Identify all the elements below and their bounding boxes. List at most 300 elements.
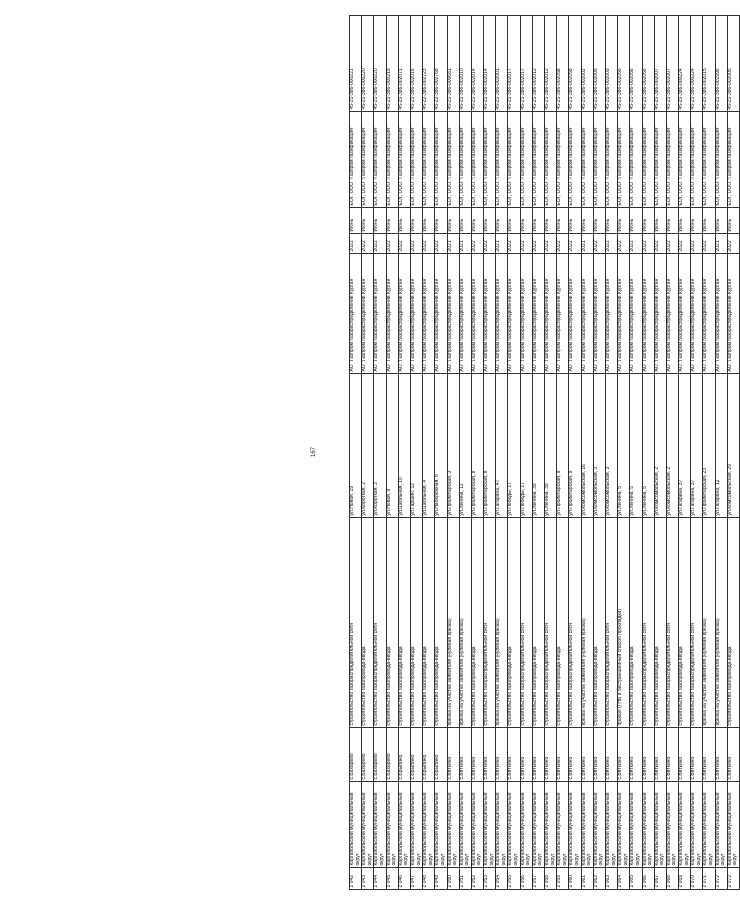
work-type-cell: строительство газораспределительной сети xyxy=(691,518,703,728)
settlement-cell: с.Вяткино xyxy=(569,728,581,782)
operator-cell: АО "Газпром газораспределение Курган" xyxy=(484,254,496,374)
address-cell: ул.Новая, 19 xyxy=(350,374,362,518)
code-cell: 45-21-386-002002 xyxy=(581,16,593,112)
month-cell: Июнь xyxy=(618,208,630,234)
row-number-cell: 2 042 xyxy=(350,868,362,890)
operator-cell: АО "Газпром газораспределение Курган" xyxy=(398,254,410,374)
district-cell: Каргапольский муниципальный округ xyxy=(703,782,715,868)
contractor-cell: ЕОГ, ООО "Газпром газификация" xyxy=(618,112,630,208)
district-cell: Каргапольский муниципальный округ xyxy=(508,782,520,868)
table-row xyxy=(423,16,435,890)
row-number-cell: 2 054 xyxy=(496,868,508,890)
district-cell: Каргапольский муниципальный округ xyxy=(679,782,691,868)
month-cell: Июнь xyxy=(386,208,398,234)
district-cell: Каргапольский муниципальный округ xyxy=(398,782,410,868)
table-row xyxy=(386,16,398,890)
operator-cell: АО "Газпром газораспределение Курган" xyxy=(410,254,422,374)
contractor-cell: ЕОГ, ООО "Газпром газификация" xyxy=(703,112,715,208)
contractor-cell: ЕОГ, ООО "Газпром газификация" xyxy=(679,112,691,208)
page-number: 167 xyxy=(311,446,317,458)
table-row xyxy=(666,16,678,890)
table-row xyxy=(410,16,422,890)
district-cell: Каргапольский муниципальный округ xyxy=(386,782,398,868)
month-cell: Июнь xyxy=(423,208,435,234)
work-type-cell: строительство газораспределительной сети xyxy=(666,518,678,728)
work-type-cell: строительство газопровода-ввода xyxy=(435,518,447,728)
year-cell: 2022 xyxy=(435,234,447,254)
settlement-cell: с.Вяткино xyxy=(545,728,557,782)
code-cell: 45-21-386-002017 xyxy=(508,16,520,112)
address-cell: ул.Ленина, 39 xyxy=(545,374,557,518)
code-cell: 45-21-386-002009 xyxy=(605,16,617,112)
contractor-cell: ЕОГ, ООО "Газпром газификация" xyxy=(593,112,605,208)
address-cell: ул.Ленина, 5 xyxy=(618,374,630,518)
operator-cell: АО "Газпром газораспределение Курган" xyxy=(520,254,532,374)
row-number-cell: 2 056 xyxy=(520,868,532,890)
address-cell: ул.Школьная, 10 xyxy=(398,374,410,518)
code-cell: 45-21-386-000220 xyxy=(362,16,374,112)
code-cell: 45-21-386-002007 xyxy=(654,16,666,112)
month-cell: Июнь xyxy=(630,208,642,234)
year-cell: 2022 xyxy=(593,234,605,254)
table-row xyxy=(593,16,605,890)
operator-cell: АО "Газпром газораспределение Курган" xyxy=(447,254,459,374)
settlement-cell: с.Бахарево xyxy=(386,728,398,782)
row-number-cell: 2 046 xyxy=(398,868,410,890)
district-cell: Каргапольский муниципальный округ xyxy=(666,782,678,868)
operator-cell: АО "Газпром газораспределение Курган" xyxy=(642,254,654,374)
address-cell: ул.Гагарина, 37 xyxy=(691,374,703,518)
operator-cell: АО "Газпром газораспределение Курган" xyxy=(581,254,593,374)
code-cell: 45-21-386-002014 xyxy=(471,16,483,112)
row-number-cell: 2 067 xyxy=(654,868,666,890)
contractor-cell: ЕОГ, ООО "Газпром газификация" xyxy=(484,112,496,208)
month-cell: Июнь xyxy=(679,208,691,234)
settlement-cell: с.Вяткино xyxy=(593,728,605,782)
operator-cell: АО "Газпром газораспределение Курган" xyxy=(423,254,435,374)
row-number-cell: 2 048 xyxy=(423,868,435,890)
operator-cell: АО "Газпром газораспределение Курган" xyxy=(435,254,447,374)
code-cell: 45-21-386-002017 xyxy=(520,16,532,112)
table-row xyxy=(362,16,374,890)
table-row xyxy=(630,16,642,890)
row-number-cell: 2 065 xyxy=(630,868,642,890)
district-cell: Каргапольский муниципальный округ xyxy=(471,782,483,868)
address-cell: ул.Новая, 9 xyxy=(386,374,398,518)
table-row xyxy=(447,16,459,890)
month-cell: Июнь xyxy=(691,208,703,234)
work-type-cell: строительство газопровода-ввода xyxy=(398,518,410,728)
operator-cell: АО "Газпром газораспределение Курган" xyxy=(703,254,715,374)
year-cell: 2022 xyxy=(642,234,654,254)
contractor-cell: ЕОГ, ООО "Газпром газификация" xyxy=(471,112,483,208)
address-cell: ул.Победы, 17 xyxy=(508,374,520,518)
district-cell: Каргапольский муниципальный округ xyxy=(435,782,447,868)
row-number-cell: 2 055 xyxy=(508,868,520,890)
address-cell: ул.Комсомольская, 2 xyxy=(666,374,678,518)
settlement-cell: с.Вяткино xyxy=(666,728,678,782)
operator-cell: АО "Газпром газораспределение Курган" xyxy=(374,254,386,374)
code-cell: 45-21-386-002056 xyxy=(630,16,642,112)
address-cell: ул.Пролетарская, 8 xyxy=(471,374,483,518)
settlement-cell: с.Вяткино xyxy=(679,728,691,782)
table-row xyxy=(545,16,557,890)
contractor-cell: ЕОГ, ООО "Газпром газификация" xyxy=(532,112,544,208)
year-cell: 2022 xyxy=(350,234,362,254)
address-cell: ул.Победы, 17 xyxy=(520,374,532,518)
district-cell: Каргапольский муниципальный округ xyxy=(545,782,557,868)
row-number-cell: 2 061 xyxy=(581,868,593,890)
month-cell: Июнь xyxy=(471,208,483,234)
contractor-cell: ЕОГ, ООО "Газпром газификация" xyxy=(508,112,520,208)
table-row xyxy=(581,16,593,890)
year-cell: 2022 xyxy=(508,234,520,254)
month-cell: Июнь xyxy=(703,208,715,234)
year-cell: 2021 xyxy=(459,234,471,254)
year-cell: 2022 xyxy=(386,234,398,254)
work-type-cell: строительство газопровода-ввода xyxy=(727,518,739,728)
contractor-cell: ЕОГ, ООО "Газпром газификация" xyxy=(362,112,374,208)
address-cell: ул.Пролетарская, 9 xyxy=(557,374,569,518)
row-number-cell: 2 045 xyxy=(386,868,398,890)
contractor-cell: ЕОГ, ООО "Газпром газификация" xyxy=(630,112,642,208)
year-cell: 2022 xyxy=(630,234,642,254)
work-type-cell: строительство газопровода-ввода xyxy=(423,518,435,728)
code-cell: 45-21-386-002058 xyxy=(569,16,581,112)
month-cell: Июнь xyxy=(557,208,569,234)
operator-cell: АО "Газпром газораспределение Курган" xyxy=(459,254,471,374)
code-cell: 45-21-386-002014 xyxy=(484,16,496,112)
district-cell: Каргапольский муниципальный округ xyxy=(447,782,459,868)
code-cell: 45-21-386-002056 xyxy=(642,16,654,112)
year-cell: 2022 xyxy=(410,234,422,254)
district-cell: Каргапольский муниципальный округ xyxy=(459,782,471,868)
settlement-cell: с.Вяткино xyxy=(471,728,483,782)
table-row xyxy=(715,16,727,890)
code-cell: 45-21-386-002010 xyxy=(459,16,471,112)
contractor-cell: ЕОГ, ООО "Газпром газификация" xyxy=(715,112,727,208)
contractor-cell: ЕОГ, ООО "Газпром газификация" xyxy=(410,112,422,208)
settlement-cell: с.Вяткино xyxy=(557,728,569,782)
code-cell: 45-21-386-002012 xyxy=(532,16,544,112)
work-type-cell: строительство газораспределительной сети xyxy=(605,518,617,728)
code-cell: 45-21-386-001998 xyxy=(715,16,727,112)
contractor-cell: ЕОГ, ООО "Газпром газификация" xyxy=(374,112,386,208)
operator-cell: АО "Газпром газораспределение Курган" xyxy=(715,254,727,374)
row-number-cell: 2 063 xyxy=(605,868,617,890)
month-cell: Июнь xyxy=(435,208,447,234)
work-type-cell: строительство газопровода-ввода xyxy=(471,518,483,728)
table-row xyxy=(618,16,630,890)
code-cell: 45-22-386-002768 xyxy=(435,16,447,112)
row-number-cell: 2 068 xyxy=(666,868,678,890)
month-cell: Июнь xyxy=(727,208,739,234)
address-cell: ул.Ленина, 39 xyxy=(532,374,544,518)
work-type-cell: врезка на участке заявителя (нулевая врезка) xyxy=(459,518,471,728)
month-cell: Июнь xyxy=(532,208,544,234)
address-cell: ул.Комсомольская, 3 xyxy=(593,374,605,518)
district-cell: Каргапольский муниципальный округ xyxy=(520,782,532,868)
work-type-cell: строительство газопровода-ввода xyxy=(654,518,666,728)
code-cell: 45-21-386-000220 xyxy=(374,16,386,112)
address-cell: ул.Гаршин, 12 xyxy=(410,374,422,518)
code-cell: 45-21-386-000219 xyxy=(386,16,398,112)
year-cell: 2022 xyxy=(362,234,374,254)
address-cell: ул.Ленина, 12 xyxy=(459,374,471,518)
row-number-cell: 2 069 xyxy=(679,868,691,890)
contractor-cell: ЕОГ, ООО "Газпром газификация" xyxy=(557,112,569,208)
table-row xyxy=(520,16,532,890)
address-cell: ул.Короткая, 2 xyxy=(374,374,386,518)
row-number-cell: 2 052 xyxy=(471,868,483,890)
district-cell: Каргапольский муниципальный округ xyxy=(605,782,617,868)
month-cell: Июнь xyxy=(410,208,422,234)
code-cell: 45-21-386-002015 xyxy=(703,16,715,112)
row-number-cell: 2 044 xyxy=(374,868,386,890)
settlement-cell: с.Вяткино xyxy=(642,728,654,782)
month-cell: Июнь xyxy=(715,208,727,234)
table-row xyxy=(727,16,739,890)
year-cell: 2022 xyxy=(666,234,678,254)
row-number-cell: 2 059 xyxy=(557,868,569,890)
district-cell: Каргапольский муниципальный округ xyxy=(557,782,569,868)
operator-cell: АО "Газпром газораспределение Курган" xyxy=(654,254,666,374)
code-cell: 45-21-386-002012 xyxy=(545,16,557,112)
address-cell: ул.Гагарина, 12 xyxy=(715,374,727,518)
operator-cell: АО "Газпром газораспределение Курган" xyxy=(350,254,362,374)
month-cell: Июнь xyxy=(581,208,593,234)
contractor-cell: ЕОГ, ООО "Газпром газификация" xyxy=(350,112,362,208)
table-row xyxy=(654,16,666,890)
operator-cell: АО "Газпром газораспределение Курган" xyxy=(557,254,569,374)
operator-cell: АО "Газпром газораспределение Курган" xyxy=(727,254,739,374)
district-cell: Каргапольский муниципальный округ xyxy=(727,782,739,868)
work-type-cell: врезка на участке заявителя (нулевая врезка) xyxy=(496,518,508,728)
code-cell: 45-21-386-000224 xyxy=(679,16,691,112)
month-cell: Июнь xyxy=(508,208,520,234)
district-cell: Каргапольский муниципальный округ xyxy=(350,782,362,868)
settlement-cell: с.Бахарево xyxy=(374,728,386,782)
work-type-cell: прокол (ГНБ и бестраншейный способ прокладки) xyxy=(618,518,630,728)
contractor-cell: ЕОГ, ООО "Газпром газификация" xyxy=(496,112,508,208)
work-type-cell: строительство газопровода-ввода xyxy=(593,518,605,728)
code-cell: 45-22-386-002723 xyxy=(423,16,435,112)
table-row xyxy=(532,16,544,890)
settlement-cell: с.Бахарево xyxy=(350,728,362,782)
address-cell: ул.Гагарина, 37 xyxy=(679,374,691,518)
table-row xyxy=(484,16,496,890)
contractor-cell: ЕОГ, ООО "Газпром газификация" xyxy=(459,112,471,208)
row-number-cell: 2 051 xyxy=(459,868,471,890)
work-type-cell: врезка на участке заявителя (нулевая врезка) xyxy=(581,518,593,728)
settlement-cell: с.Вяткино xyxy=(654,728,666,782)
district-cell: Каргапольский муниципальный округ xyxy=(581,782,593,868)
year-cell: 2021 xyxy=(715,234,727,254)
settlement-cell: с.Брылино xyxy=(410,728,422,782)
settlement-cell: с.Вяткино xyxy=(618,728,630,782)
row-number-cell: 2 070 xyxy=(691,868,703,890)
settlement-cell: с.Вяткино xyxy=(715,728,727,782)
operator-cell: АО "Газпром газораспределение Курган" xyxy=(679,254,691,374)
operator-cell: АО "Газпром газораспределение Курган" xyxy=(593,254,605,374)
settlement-cell: с.Вяткино xyxy=(496,728,508,782)
row-number-cell: 2 072 xyxy=(715,868,727,890)
contractor-cell: ЕОГ, ООО "Газпром газификация" xyxy=(642,112,654,208)
settlement-cell: с.Вяткино xyxy=(459,728,471,782)
code-cell: 45-21-386-002058 xyxy=(557,16,569,112)
operator-cell: АО "Газпром газораспределение Курган" xyxy=(605,254,617,374)
table-row xyxy=(350,16,362,890)
address-cell: ул.Ленина, 5 xyxy=(642,374,654,518)
contractor-cell: ЕОГ, ООО "Газпром газификация" xyxy=(727,112,739,208)
year-cell: 2022 xyxy=(703,234,715,254)
table-row xyxy=(557,16,569,890)
settlement-cell: с.Вяткино xyxy=(581,728,593,782)
contractor-cell: ЕОГ, ООО "Газпром газификация" xyxy=(605,112,617,208)
table-row xyxy=(459,16,471,890)
settlement-cell: с.Вяткино xyxy=(484,728,496,782)
table-row xyxy=(679,16,691,890)
operator-cell: АО "Газпром газораспределение Курган" xyxy=(545,254,557,374)
year-cell: 2022 xyxy=(727,234,739,254)
row-number-cell: 2 043 xyxy=(362,868,374,890)
contractor-cell: ЕОГ, ООО "Газпром газификация" xyxy=(666,112,678,208)
district-cell: Каргапольский муниципальный округ xyxy=(496,782,508,868)
district-cell: Каргапольский муниципальный округ xyxy=(569,782,581,868)
row-number-cell: 2 062 xyxy=(593,868,605,890)
address-cell: ул.Пролетарская, 9 xyxy=(569,374,581,518)
table-body xyxy=(350,16,740,890)
operator-cell: АО "Газпром газораспределение Курган" xyxy=(362,254,374,374)
month-cell: Июнь xyxy=(350,208,362,234)
code-cell: 45-21-386-000224 xyxy=(691,16,703,112)
row-number-cell: 2 073 xyxy=(727,868,739,890)
work-type-cell: строительство газораспределительной сети xyxy=(374,518,386,728)
year-cell: 2022 xyxy=(484,234,496,254)
year-cell: 2021 xyxy=(447,234,459,254)
operator-cell: АО "Газпром газораспределение Курган" xyxy=(471,254,483,374)
settlement-cell: с.Брылино xyxy=(398,728,410,782)
district-cell: Каргапольский муниципальный округ xyxy=(654,782,666,868)
settlement-cell: с.Вяткино xyxy=(703,728,715,782)
work-type-cell: строительство газопровода-ввода xyxy=(386,518,398,728)
work-type-cell: строительство газопровода-ввода xyxy=(532,518,544,728)
settlement-cell: с.Брылино xyxy=(423,728,435,782)
contractor-cell: ЕОГ, ООО "Газпром газификация" xyxy=(435,112,447,208)
table-row xyxy=(435,16,447,890)
table-row xyxy=(703,16,715,890)
month-cell: Июнь xyxy=(459,208,471,234)
row-number-cell: 2 053 xyxy=(484,868,496,890)
year-cell: 2021 xyxy=(581,234,593,254)
year-cell: 2022 xyxy=(532,234,544,254)
work-type-cell: строительство газопровода-ввода xyxy=(508,518,520,728)
table-row xyxy=(642,16,654,890)
settlement-cell: с.Вяткино xyxy=(508,728,520,782)
settlement-cell: с.Вяткино xyxy=(447,728,459,782)
month-cell: Июнь xyxy=(666,208,678,234)
month-cell: Июнь xyxy=(642,208,654,234)
address-cell: ул.Ленина, 5 xyxy=(630,374,642,518)
work-type-cell: врезка на участке заявителя (нулевая врезка) xyxy=(703,518,715,728)
settlement-cell: с.Вяткино xyxy=(532,728,544,782)
address-cell: ул.Пролетарская, 3 xyxy=(447,374,459,518)
district-cell: Каргапольский муниципальный округ xyxy=(484,782,496,868)
operator-cell: АО "Газпром газораспределение Курган" xyxy=(691,254,703,374)
row-number-cell: 2 060 xyxy=(569,868,581,890)
month-cell: Июнь xyxy=(496,208,508,234)
operator-cell: АО "Газпром газораспределение Курган" xyxy=(569,254,581,374)
work-type-cell: врезка на участке заявителя (нулевая врезка) xyxy=(715,518,727,728)
row-number-cell: 2 047 xyxy=(410,868,422,890)
code-cell: 45-21-386-002009 xyxy=(593,16,605,112)
code-cell: 45-21-386-002001 xyxy=(496,16,508,112)
year-cell: 2022 xyxy=(398,234,410,254)
gasification-table xyxy=(349,15,740,890)
work-type-cell: строительство газораспределительной сети xyxy=(520,518,532,728)
work-type-cell: строительство газораспределительной сети xyxy=(642,518,654,728)
year-cell: 2022 xyxy=(679,234,691,254)
month-cell: Июнь xyxy=(593,208,605,234)
contractor-cell: ЕОГ, ООО "Газпром газификация" xyxy=(581,112,593,208)
address-cell: ул.Гагарина, 47 xyxy=(496,374,508,518)
year-cell: 2022 xyxy=(374,234,386,254)
year-cell: 2022 xyxy=(423,234,435,254)
address-cell: ул.Пролетарская, 23 xyxy=(703,374,715,518)
district-cell: Каргапольский муниципальный округ xyxy=(715,782,727,868)
contractor-cell: ЕОГ, ООО "Газпром газификация" xyxy=(545,112,557,208)
work-type-cell: врезка на участке заявителя (нулевая врезка) xyxy=(447,518,459,728)
district-cell: Каргапольский муниципальный округ xyxy=(362,782,374,868)
operator-cell: АО "Газпром газораспределение Курган" xyxy=(630,254,642,374)
district-cell: Каргапольский муниципальный округ xyxy=(532,782,544,868)
work-type-cell: строительство газопровода-ввода xyxy=(557,518,569,728)
year-cell: 2022 xyxy=(545,234,557,254)
row-number-cell: 2 057 xyxy=(532,868,544,890)
month-cell: Июнь xyxy=(374,208,386,234)
address-cell: ул.Пролетарская, 8 xyxy=(484,374,496,518)
month-cell: Июнь xyxy=(605,208,617,234)
work-type-cell: строительство газораспределительной сети xyxy=(545,518,557,728)
row-number-cell: 2 064 xyxy=(618,868,630,890)
work-type-cell: строительство газораспределительной сети xyxy=(569,518,581,728)
year-cell: 2022 xyxy=(471,234,483,254)
contractor-cell: ЕОГ, ООО "Газпром газификация" xyxy=(520,112,532,208)
operator-cell: АО "Газпром газораспределение Курган" xyxy=(618,254,630,374)
district-cell: Каргапольский муниципальный округ xyxy=(691,782,703,868)
address-cell: ул.Комсомольская, 3 xyxy=(605,374,617,518)
address-cell: ул.Школьная, 4 xyxy=(423,374,435,518)
operator-cell: АО "Газпром газораспределение Курган" xyxy=(532,254,544,374)
month-cell: Июнь xyxy=(520,208,532,234)
address-cell: ул.Комсомольская, 16 xyxy=(581,374,593,518)
district-cell: Каргапольский муниципальный округ xyxy=(423,782,435,868)
month-cell: Июнь xyxy=(654,208,666,234)
row-number-cell: 2 071 xyxy=(703,868,715,890)
code-cell: 45-21-386-002056 xyxy=(618,16,630,112)
contractor-cell: ЕОГ, ООО "Газпром газификация" xyxy=(398,112,410,208)
table-row xyxy=(508,16,520,890)
district-cell: Каргапольский муниципальный округ xyxy=(630,782,642,868)
table-row xyxy=(605,16,617,890)
district-cell: Каргапольский муниципальный округ xyxy=(593,782,605,868)
code-cell: 45-21-386-000221 xyxy=(350,16,362,112)
year-cell: 2022 xyxy=(618,234,630,254)
row-number-cell: 2 066 xyxy=(642,868,654,890)
work-type-cell: строительство газораспределительной сети xyxy=(484,518,496,728)
table-row xyxy=(374,16,386,890)
table-row xyxy=(471,16,483,890)
